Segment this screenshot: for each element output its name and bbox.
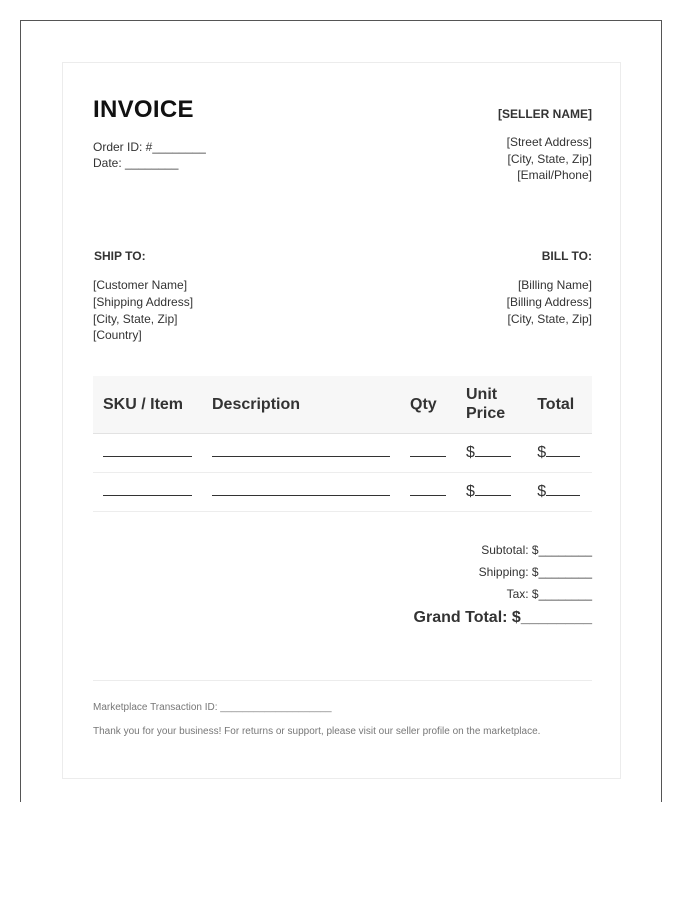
total-cell[interactable] [527,472,592,511]
unit-price-cell[interactable] [456,433,527,472]
unit-price-blank [475,443,511,457]
sku-blank [103,482,192,496]
ship-to-line: [City, State, Zip] [93,312,178,326]
description-cell[interactable] [202,433,400,472]
sku-cell[interactable] [93,433,202,472]
header-unit-price-line2: Price [466,405,506,423]
ship-to-line: [Country] [93,328,142,342]
bill-to-line: [Billing Address] [506,295,592,309]
total-cell[interactable] [527,433,592,472]
qty-blank [410,443,446,457]
unit-price-blank [475,482,511,496]
qty-cell[interactable] [400,472,456,511]
header-description: Description [202,376,400,433]
unit-price-cell[interactable] [456,472,527,511]
bill-to-label: BILL TO: [541,249,592,263]
order-id: Order ID: #________ [93,140,206,154]
header-unit-price-line1: Unit [466,386,498,404]
seller-street: [Street Address] [506,135,592,149]
bill-to-line: [City, State, Zip] [507,312,592,326]
tax-line: Tax: $________ [506,587,592,601]
subtotal-line: Subtotal: $________ [481,543,592,557]
invoice-title: INVOICE [93,96,194,123]
sku-cell[interactable] [93,472,202,511]
seller-name: [SELLER NAME] [498,107,592,121]
description-cell[interactable] [202,472,400,511]
total-blank [546,482,580,496]
qty-cell[interactable] [400,433,456,472]
thank-you-note: Thank you for your business! For returns or support, please visit our seller profile on the marketplace. [93,726,541,737]
seller-contact: [Email/Phone] [517,168,592,182]
transaction-id: Marketplace Transaction ID: ____________________ [93,702,332,713]
table-row [93,472,592,511]
shipping-line: Shipping: $________ [478,565,592,579]
qty-blank [410,482,446,496]
sku-blank [103,443,192,457]
header-qty: Qty [400,376,456,433]
invoice-sheet [62,62,621,779]
table-row [93,433,592,472]
total-prefix: $ [537,483,547,500]
ship-to-label: SHIP TO: [94,249,146,263]
items-table [93,376,592,512]
total-prefix: $ [537,444,547,461]
ship-to-line: [Customer Name] [93,278,188,292]
description-blank [212,482,390,496]
grand-total: Grand Total: $________ [413,609,592,626]
footer-divider [93,680,592,681]
table-header-row [93,376,592,433]
header-sku: SKU / Item [93,376,202,433]
total-blank [546,443,580,457]
bill-to-line: [Billing Name] [517,278,592,292]
unit-price-prefix: $ [466,444,475,461]
description-blank [212,443,390,457]
header-unit-price [456,376,527,433]
page-frame [20,20,662,802]
seller-city: [City, State, Zip] [507,152,592,166]
header-total: Total [527,376,592,433]
ship-to-line: [Shipping Address] [93,295,194,309]
invoice-date: Date: ________ [93,156,179,170]
unit-price-prefix: $ [466,483,475,500]
